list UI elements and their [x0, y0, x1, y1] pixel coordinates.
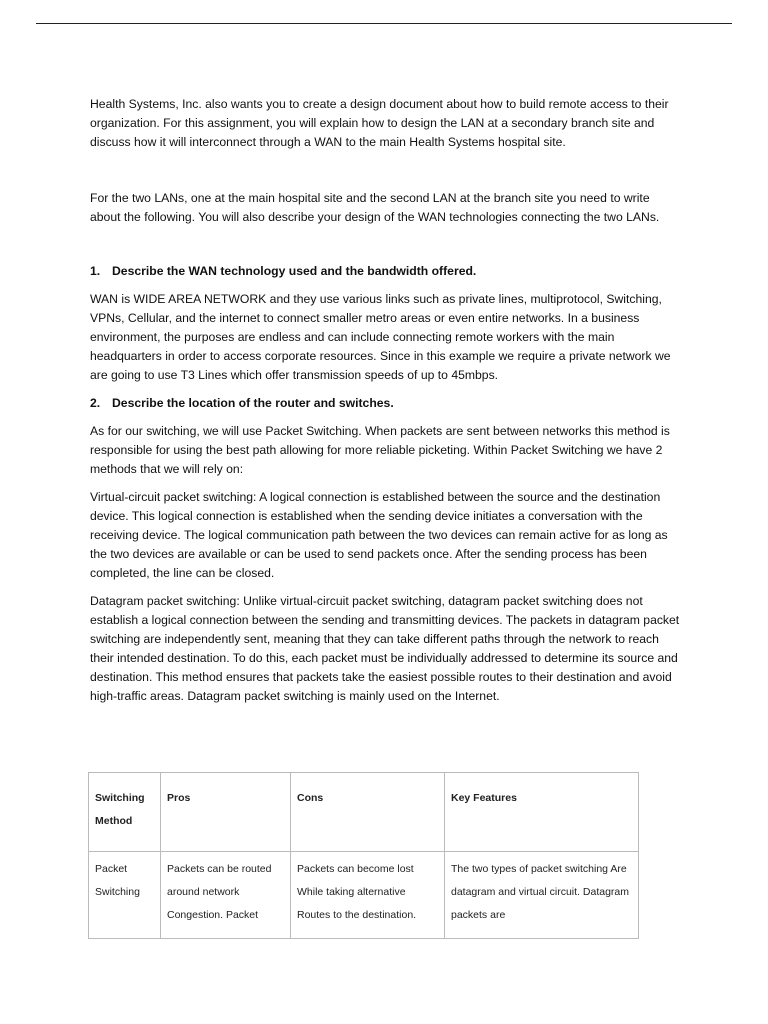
table-header-cell: Key Features — [445, 773, 639, 852]
top-rule — [36, 23, 732, 24]
table-header-cell: Pros — [161, 773, 291, 852]
table-cell: The two types of packet switching Are datagram and virtual circuit. Datagram packets are — [445, 852, 639, 939]
section-2-number: 2. — [90, 396, 101, 410]
table-header-cell: Cons — [291, 773, 445, 852]
section-2-body-2: Virtual-circuit packet switching: A logical connection is established between the source and the destination device. This logical connection is established when the sending device initiates a conversation with the receiving device. The logical communication path between the two devices can remain active for as long as the two devices are available or can be used to send packets once. After the sending process has been completed, the line can be closed. — [90, 490, 668, 580]
section-2-body-3: Datagram packet switching: Unlike virtual-circuit packet switching, datagram packet switching does not establish a logical connection between the sending and transmitting devices. The packets in datagram packet switching are independently sent, meaning that they can take different paths through the network to reach their intended destination. To do this, each packet must be individually addressed to determine its source and destination. This method ensures that packets take the easiest possible routes to their destination and avoid high-traffic areas. Datagram packet switching is mainly used on the Internet. — [90, 594, 680, 703]
table-row — [89, 852, 639, 939]
table-cell: Packets can become lost While taking alternative Routes to the destination. — [291, 852, 445, 939]
section-1-heading — [90, 262, 680, 281]
table-cell: Packet Switching — [89, 852, 161, 939]
table-header-cell: Switching Method — [89, 773, 161, 852]
section-1-title: Describe the WAN technology used and the bandwidth offered. — [112, 264, 477, 278]
section-2-body-1: As for our switching, we will use Packet Switching. When packets are sent between networks this method is responsible for using the best path allowing for more reliable picketing. Within Packet Switching we have 2 methods that we will rely on: — [90, 424, 670, 476]
switching-methods-table — [88, 772, 639, 939]
section-1-body: WAN is WIDE AREA NETWORK and they use various links such as private lines, multiprotocol, Switching, VPNs, Cellular, and the internet to connect smaller metro areas or even entire networks. In a business environment, the purposes are endless and can include connecting remote workers with the main headquarters in order to access corporate resources. Since in this example we require a private network we are going to use T3 Lines which offer transmission speeds of up to 45mbps. — [90, 292, 671, 382]
table-header-row — [89, 773, 639, 852]
section-2-title: Describe the location of the router and switches. — [112, 396, 394, 410]
document-body — [90, 95, 680, 706]
intro-paragraph-2: For the two LANs, one at the main hospital site and the second LAN at the branch site you need to write about the following. You will also describe your design of the WAN technologies connecting the two LANs. — [90, 191, 660, 224]
section-2-heading — [90, 394, 680, 413]
section-1-number: 1. — [90, 264, 101, 278]
table-cell: Packets can be routed around network Congestion. Packet — [161, 852, 291, 939]
intro-paragraph-1: Health Systems, Inc. also wants you to create a design document about how to build remote access to their organization. For this assignment, you will explain how to design the LAN at a secondary branch site and discuss how it will interconnect through a WAN to the main Health Systems hospital site. — [90, 97, 669, 149]
